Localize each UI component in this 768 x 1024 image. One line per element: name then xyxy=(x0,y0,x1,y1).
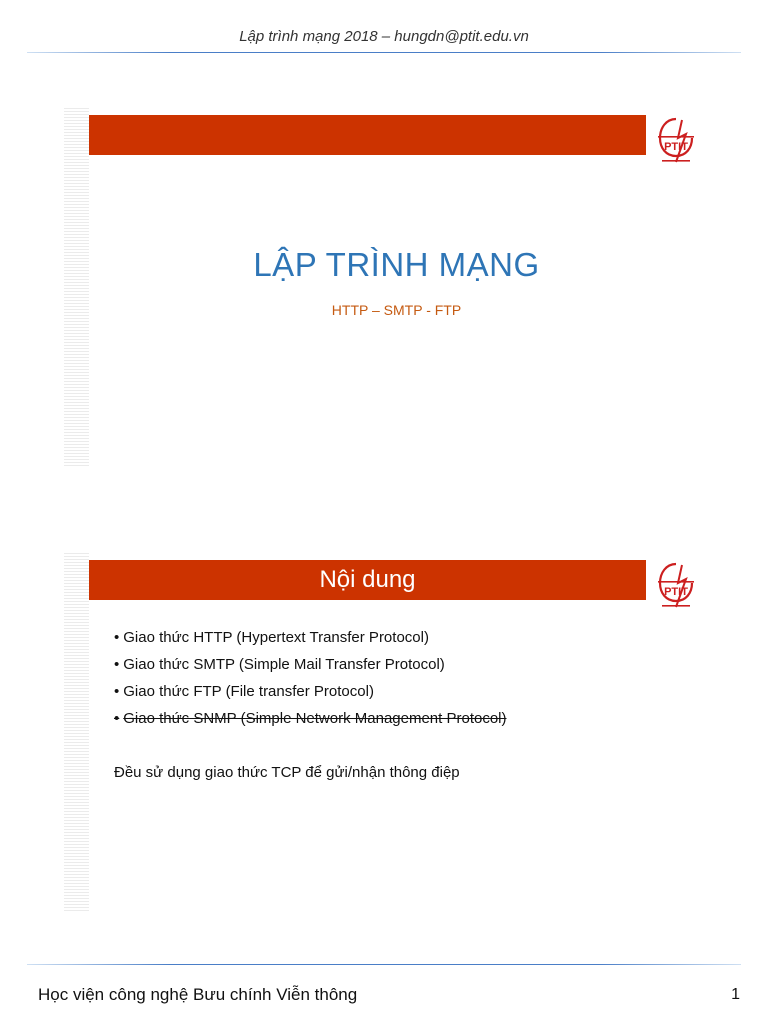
title-bar xyxy=(89,560,646,600)
list-item-struck xyxy=(114,709,507,736)
page-number: 1 xyxy=(731,986,740,1003)
logo-text: PTIT xyxy=(664,141,688,153)
logo-text: PTIT xyxy=(664,586,688,598)
presentation-title: LẬP TRÌNH MẠNG xyxy=(253,246,540,283)
header-text: Lập trình mạng 2018 – hungdn@ptit.edu.vn xyxy=(239,28,529,45)
list-item xyxy=(114,655,507,682)
bullet-icon: • xyxy=(114,710,120,727)
bullet-icon: • xyxy=(114,629,120,646)
slide-contents xyxy=(64,553,704,913)
bullet-text: Giao thức HTTP (Hypertext Transfer Protocol) xyxy=(123,629,429,646)
title-bar xyxy=(89,115,646,155)
header-rule xyxy=(27,52,741,53)
bullet-list xyxy=(114,628,507,736)
slide-side-stripes xyxy=(64,553,89,913)
summary-note: Đều sử dụng giao thức TCP để gửi/nhận thông điệp xyxy=(114,764,460,781)
ptit-logo-icon xyxy=(656,116,696,166)
slide-side-stripes xyxy=(64,108,89,468)
list-item xyxy=(114,682,507,709)
ptit-logo-icon xyxy=(656,561,696,611)
list-item xyxy=(114,628,507,655)
presentation-subtitle: HTTP – SMTP - FTP xyxy=(331,302,462,318)
bullet-icon: • xyxy=(114,683,120,700)
slide-title xyxy=(64,108,704,468)
bullet-text: Giao thức FTP (File transfer Protocol) xyxy=(123,683,374,700)
footer-institution: Học viện công nghệ Bưu chính Viễn thông xyxy=(38,985,358,1004)
bullet-text: Giao thức SMTP (Simple Mail Transfer Protocol) xyxy=(123,656,445,673)
footer-rule xyxy=(27,964,741,965)
bullet-icon: • xyxy=(114,656,120,673)
slide-heading: Nội dung xyxy=(319,566,416,593)
bullet-text: Giao thức SNMP (Simple Network Management Protocol) xyxy=(123,710,507,727)
